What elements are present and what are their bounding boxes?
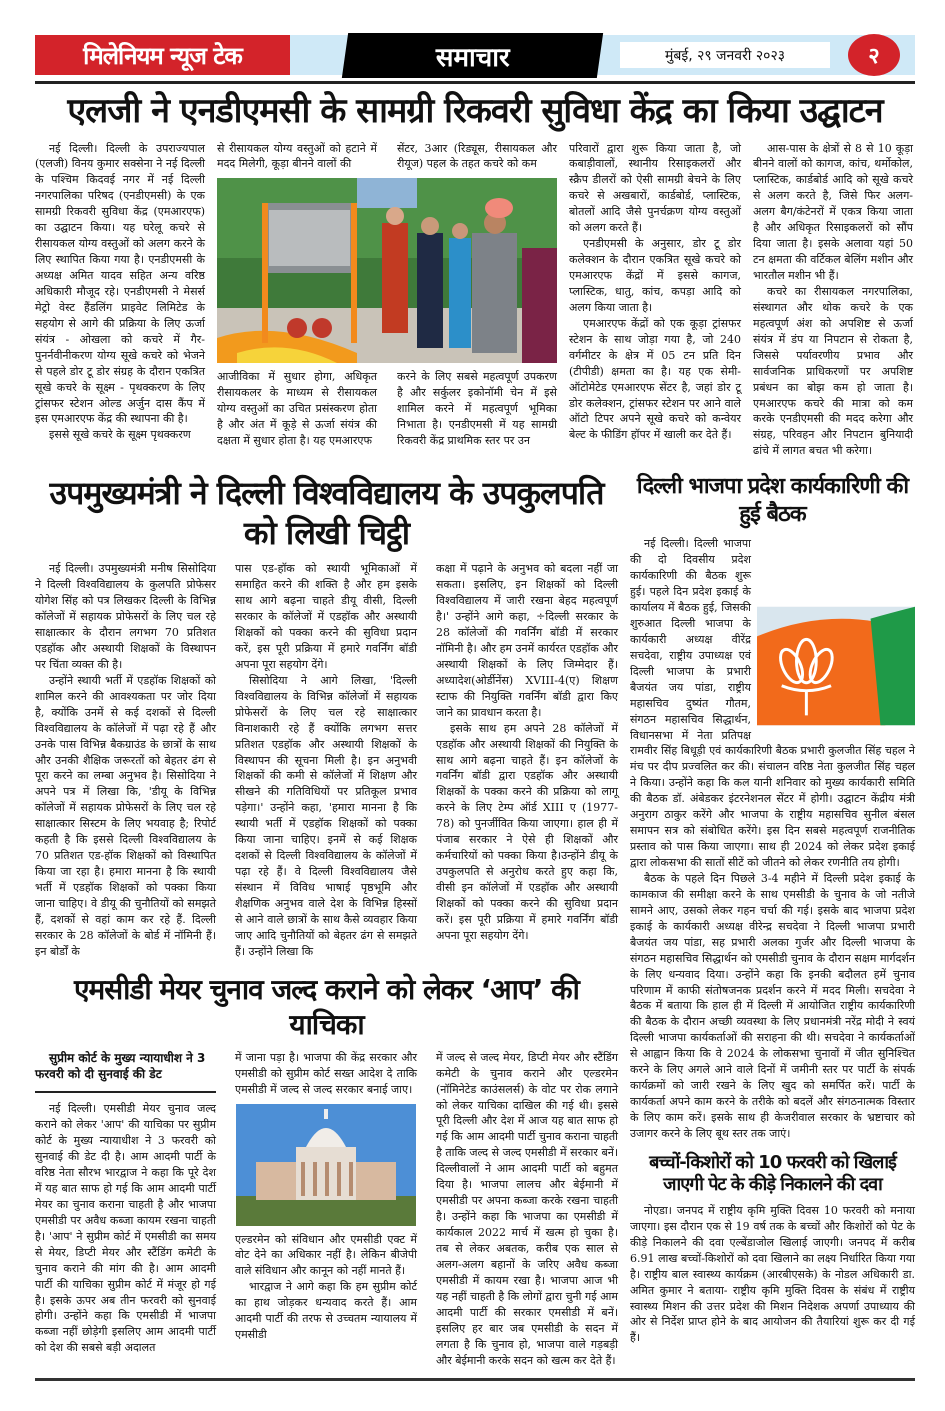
article2-body bbox=[35, 561, 618, 959]
subhead-rule bbox=[35, 1091, 216, 1093]
article1-col3-top bbox=[397, 141, 557, 173]
paragraph: नोएडा। जनपद में राष्ट्रीय कृमि मुक्ति दिवस 10 फरवरी को मनाया जाएगा। इस दौरान एक से 19 वर्ष तक के बच्चों और किशोरों को पेट के कीड़े निकालने की दवा एल्बेंडाजोल खिलाई जाएगी। जनपद में करीब 6.91 लाख बच्चों-किशोरों को दवा खिलाने का लक्ष्य निर्धारित किया गया है। राष्ट्रीय बाल स्वास्थ्य कार्यक्रम (आरबीएसके) के नोडल अधिकारी डा. अमित कुमार ने बताया- राष्ट्रीय कृमि मुक्ति दिवस के संबंध में राष्ट्रीय स्वास्थ्य मिशन की उत्तर प्रदेश की मिशन निदेशक अपर्णा उपाध्याय की ओर से निर्देश प्राप्त होने के बाद आयोजन की तैयारियां शुरू कर दी गई हैं। bbox=[630, 1203, 915, 1345]
article1-photo-columns bbox=[217, 141, 557, 460]
issue-date: मुंबई, २९ जनवरी २०२३ bbox=[620, 42, 830, 68]
section-label bbox=[342, 33, 603, 78]
article3-col2-bottom bbox=[235, 1232, 417, 1344]
article1-col2-top bbox=[217, 141, 377, 173]
article3-col2 bbox=[235, 1050, 417, 1369]
lower-left bbox=[35, 473, 618, 1368]
paragraph: एनडीएमसी के अनुसार, डोर टू डोर कलेक्शन के दौरान एकत्रित सूखे कचरे को एमआरएफ केंद्रों में इससे कागज, प्लास्टिक, धातु, कांच, कपड़ा आदि को अलग किया जाता है। bbox=[569, 237, 741, 314]
article1-headline: एलजी ने एनडीएमसी के सामग्री रिकवरी सुविधा केंद्र का किया उद्घाटन bbox=[67, 91, 883, 131]
article3-col3 bbox=[436, 1050, 618, 1369]
paragraph: बैठक के पहले दिन पिछले 3-4 महीने में दिल्ली प्रदेश इकाई के कामकाज की समीक्षा करने के साथ एमसीडी के चुनाव के जो नतीजे सामने आए, उसको लेकर गहन चर्चा की गई। इसके बाद भाजपा प्रदेश इकाई के कार्यकारी अध्यक्ष वीरेन्द्र सचदेवा ने दिल्ली भाजपा प्रभारी बैजयंत जय पांडा, सह प्रभारी अलका गुर्जर और दिल्ली भाजपा के संगठन महासचिव सिद्धार्थन को एमसीडी चुनाव के दौरान सक्षम मार्गदर्शन के लिए धन्यवाद दिया। उन्होंने कहा कि इनकी बदौलत हमें चुनाव परिणाम में काफी संतोषजनक प्रदर्शन करने में मदद मिली। सचदेवा ने बैठक में बताया कि हाल ही में दिल्ली में आयोजित राष्ट्रीय कार्यकारिणी की बैठक के दौरान अच्छी व्यवस्था के लिए प्रधानमंत्री नरेंद्र मोदी ने स्वयं दिल्ली भाजपा कार्यकर्ताओं की सराहना की थी। सचदेवा ने कार्यकर्ताओं से आह्वान किया कि वे 2024 के लोकसभा चुनावों में जीत सुनिश्चित करने के लिए अगले आने वाले दिनों में जमीनी स्तर पर पार्टी के संपर्क कार्यक्रमों को जारी रखने के लिए खुद को समर्पित करें। पार्टी के कार्यकर्ता अपने काम करने के तरीके को बदलें और संगठनात्मक विस्तार के लिए काम करें। इसके साथ ही केजरीवाल सरकार के भ्रष्टाचार को उजागर करने के लिए बूथ स्तर तक जाएं। bbox=[630, 871, 915, 1140]
article2-col1 bbox=[35, 561, 216, 959]
section-label-text: समाचार bbox=[435, 42, 510, 73]
lower-right bbox=[630, 473, 915, 1368]
paragraph: में जाना पड़ा है। भाजपा की केंद्र सरकार और एमसीडी को सुप्रीम कोर्ट सख्त आदेश दे ताकि एमसीडी में जल्द से जल्द सरकार बनाई जाए। bbox=[235, 1050, 417, 1096]
page-number: २ bbox=[848, 34, 900, 76]
article3-body bbox=[35, 1050, 618, 1369]
paragraph: एमआरएफ केंद्रों को एक कूड़ा ट्रांसफर स्टेशन के साथ जोड़ा गया है, जो 240 वर्गमीटर के क्षेत्र में 05 टन प्रति दिन (टीपीडी) क्षमता का है। यह एक सेमी-ऑटोमेटेड एमआरएफ सेंटर है, जहां डोर टू डोर कलेक्शन, ट्रांसफर स्टेशन पर आने वाले ऑटो टिपर अपने सूखे कचरे को कन्वेयर बेल्ट के फीडिंग हॉपर में खाली कर देते हैं। bbox=[569, 316, 741, 442]
paragraph: पास एड-हॉक को स्थायी भूमिकाओं में समाहित करने की शक्ति है और हम इसके साथ आगे बढ़ना चाहते डीयू वीसी, दिल्ली सरकार के कॉलेजों में एडहॉक और अस्थायी शिक्षकों को पक्का करने की सुविधा प्रदान करें, इस पूरी प्रक्रिया में हमारे गवर्निंग बॉडी अपना पूरा सहयोग देंगे। bbox=[235, 562, 417, 671]
supreme-court-photo bbox=[235, 1104, 417, 1226]
inauguration-photo-illustration bbox=[217, 178, 557, 363]
bjp-body bbox=[630, 536, 915, 1142]
paragraph: आस-पास के क्षेत्रों से 8 से 10 कूड़ा बीनने वालों को कागज, कांच, थर्मोकोल, प्लास्टिक, कार्डबोर्ड आदि को सूखे कचरे से अलग करते है, जिसे फिर अलग-अलग बैग/कंटेनरों में एकत्र किया जाता है और अधिकृत रिसाइकलरों को सौंप दिया जाता है। इसके अलावा यहां 50 टन क्षमता की वर्टिकल बेलिंग मशीन और भारतौल मशीन भी हैं। bbox=[753, 141, 913, 282]
article3-headline: एमसीडी मेयर चुनाव जल्द कराने को लेकर ‘आप’ की याचिका bbox=[74, 972, 579, 1041]
paragraph: एल्डरमेन को संविधान और एमसीडी एक्ट में वोट देने का अधिकार नहीं है। लेकिन बीजेपी वाले संविधान और कानून को नहीं मानते हैं। bbox=[235, 1232, 417, 1278]
paragraph: नई दिल्ली। दिल्ली के उपराज्यपाल (एलजी) विनय कुमार सक्सेना ने नई दिल्ली के पश्चिम किदवई नगर में नई दिल्ली नगरपालिका परिषद (एनडीएमसी) के एक सामग्री रिकवरी सुविधा केंद्र (एमआरएफ) का उद्घाटन किया। यह घरेलू कचरे से रीसायकल योग्य वस्तुओं को अलग करने के लिए स्थापित किया गया है। एनडीएमसी के अध्यक्ष अमित यादव सहित अन्य वरिष्ठ अधिकारी मौजूद रहे। एनडीएमसी ने मेसर्स मेट्रो वेस्ट हैंडलिंग प्राइवेट लिमिटेड के सहयोग से आगे की प्रक्रिया के लिए ऊर्जा संयंत्र - ओखला को कचरे में गैर-पुनर्नवीनीकरण योग्य सूखे कचरे को भेजने से पहले डोर टू डोर संग्रह के दौरान एकत्रित सूखे कचरे के सूक्ष्म - पृथक्करण के लिए ट्रांसफर स्टेशन ओल्ड अर्जुन दास कैंप में इस एमआरएफ केंद्र की स्थापना की है। bbox=[35, 141, 205, 426]
article3-col1 bbox=[35, 1050, 216, 1369]
article1-col2-bottom bbox=[217, 369, 377, 449]
paragraph: कचरे का रीसायकल नगरपालिका, संस्थागत और थोक कचरे के एक महत्वपूर्ण अंश को अपशिष्ट से ऊर्जा संयंत्र में डंप या निपटान से रोकता है, जिससे पर्यावरणीय प्रभाव और सार्वजनिक प्राधिकरणों पर अपशिष्ट प्रबंधन का बोझ कम हो जाता है। एमआरएफ कचरे की मात्रा को कम करके एनडीएमसी की मदद करेगा और संग्रह, परिवहन और निपटान बुनियादी ढांचे में लागत बचत भी करेगा। bbox=[753, 284, 913, 458]
paragraph: सेंटर, 3आर (रिड्यूस, रीसायकल और रीयूज) पहल के तहत कचरे को कम bbox=[397, 141, 557, 171]
article1-photo bbox=[217, 178, 557, 363]
article1-body bbox=[35, 141, 915, 460]
paragraph: कक्षा में पढ़ाने के अनुभव को बदला नहीं जा सकता। इसलिए, इन शिक्षकों को दिल्ली विश्वविद्यालय में जारी रखना बेहद महत्वपूर्ण है।' उन्होंने आगे कहा, ÷दिल्ली सरकार के 28 कॉलेजों की गवर्निंग बॉडी में सरकार नॉमिनी है। और हम उनमें कार्यरत एडहॉक और अस्थायी शिक्षकों के लिए जिम्मेदार हैं। अध्यादेश(ओर्डीनेंस) XVIII-4(ए) शिक्षण स्टाफ की नियुक्ति गवर्निंग बॉडी द्वारा किए जाने का प्रावधान करता है। bbox=[436, 562, 619, 719]
masthead bbox=[35, 33, 915, 79]
bjp-flag-illustration bbox=[757, 606, 915, 726]
paragraph: आजीविका में सुधार होगा, अधिकृत रीसायकलर के माध्यम से रीसायकल योग्य वस्तुओं का उचित प्रसंस्करण होता है और अंत में कूड़े से ऊर्जा संयंत्र की दक्षता में सुधार होता है। यह एमआरएफ bbox=[217, 370, 377, 448]
paragraph: में जल्द से जल्द मेयर, डिप्टी मेयर और स्टैंडिंग कमेटी के चुनाव कराने और एल्डरमेन (नॉमिनेटेड काउंसलर्स) के वोट पर रोक लगाने को लेकर याचिका दाखिल की गई थी। इससे पूरी दिल्ली और देश में आज यह बात साफ हो गई कि आम आदमी पार्टी चुनाव कराना चाहती है ताकि जल्द से जल्द एमसीडी में सरकार बनें। दिल्लीवालों ने आम आदमी पार्टी को बहुमत दिया है। भाजपा लालच और बेईमानी में एमसीडी पर अपना कब्जा करके रखना चाहती है। उन्होंने कहा कि भाजपा का एमसीडी में कार्यकाल 2022 मार्च में खत्म हो चुका है। तब से लेकर अबतक, करीब एक साल से अलग-अलग बहानों के जरिए अवैध कब्जा एमसीडी में कायम रखा है। भाजपा आज भी यह नहीं चाहती है कि लोगों द्वारा चुनी गई आम आदमी पार्टी की सरकार एमसीडी में बनें। इसलिए हर बार जब एमसीडी के सदन में लगता है कि चुनाव हो, भाजपा वाले गड़बड़ी और बेईमानी करके सदन को खत्म कर देते हैं। bbox=[436, 1050, 618, 1367]
header-rule bbox=[35, 81, 915, 84]
article2-col2 bbox=[235, 561, 417, 959]
article2-headline: उपमुख्यमंत्री ने दिल्ली विश्वविद्यालय के उपकुलपति को लिखी चिट्ठी bbox=[49, 474, 604, 553]
paragraph: नई दिल्ली। दिल्ली भाजपा की दो दिवसीय प्रदेश कार्यकारिणी की बैठक शुरू हुई। पहले दिन प्रदेश इकाई के कार्यालय में बैठक हुई, जिसकी शुरुआत दिल्ली भाजपा के कार्यकारी अध्यक्ष वीरेंद्र सचदेवा, राष्ट्रीय उपाध्यक्ष एवं दिल्ली भाजपा के प्रभारी बैजयंत जय पांडा, राष्ट्रीय महासचिव दुष्यंत गौतम, संगठन महासचिव सिद्धार्थन, विधानसभा में नेता प्रतिपक्ष रामवीर सिंह बिधूड़ी एवं कार्यकारिणी बैठक प्रभारी कुलजीत सिंह चहल ने मंच पर दीप प्रज्वलित कर की। संचालन वरिष्ठ नेता कुलजीत सिंह चहल ने किया। उन्होंने कहा कि कल यानी शनिवार को मुख्य कार्यकारी समिति की बैठक डॉ. अंबेडकर इंटरनेशनल सेंटर में होगी। उद्घाटन केंद्रीय मंत्री अनुराग ठाकुर करेंगे और भाजपा के राष्ट्रीय महासचिव सुनील बंसल समापन सत्र को संबोधित करेंगे। इस दिन सबसे महत्वपूर्ण राजनीतिक प्रस्ताव को पास किया जाएगा। साथ ही 2024 को लेकर प्रदेश इकाई द्वारा लोकसभा की सातों सीटें को जीतने को लेकर रणनीति तय होगी। bbox=[630, 537, 915, 869]
article1-col5 bbox=[753, 141, 913, 460]
newspaper-page bbox=[35, 0, 915, 1411]
footer-rule bbox=[35, 1378, 915, 1381]
article4-headline: बच्चों-किशोरों को 10 फरवरी को खिलाई जाएगी पेट के कीड़े निकालने की दवा bbox=[649, 1151, 896, 1196]
paragraph: नई दिल्ली। एमसीडी मेयर चुनाव जल्द कराने को लेकर 'आप' की याचिका पर सुप्रीम कोर्ट के मुख्य न्यायाधीश ने 3 फरवरी को सुनवाई की डेट दी है। आम आदमी पार्टी के वरिष्ठ नेता सौरभ भारद्वाज ने कहा कि पूरे देश में यह बात साफ हो गई कि आम आदमी पार्टी मेयर का चुनाव कराना चाहती है और भाजपा एमसीडी पर अवैध कब्जा कायम रखना चाहती है। 'आप' ने सुप्रीम कोर्ट में एमसीडी का समय से मेयर, डिप्टी मेयर और स्टैंडिंग कमेटी के चुनाव कराने की मांग की है। आम आदमी पार्टी की याचिका सुप्रीम कोर्ट में मंजूर हो गई है। इसके ऊपर अब तीन फरवरी को सुनवाई होगी। उन्होंने कहा कि एमसीडी में भाजपा कब्जा नहीं छोड़ेगी इसलिए आम आदमी पार्टी को देश की सबसे बड़ी अदालत bbox=[35, 1102, 216, 1355]
paragraph: सिसोदिया ने आगे लिखा, 'दिल्ली विश्वविद्यालय के विभिन्न कॉलेजों में सहायक प्रोफेसरों के लिए चल रहे साक्षात्कार विनाशकारी रहे हैं क्योंकि लगभग सत्तर प्रतिशत एडहॉक और अस्थायी शिक्षकों के विस्थापन की सूचना मिली है। इन अनुभवी शिक्षकों की कमी से कॉलेजों में शिक्षण और सीखने की गतिविधियों पर प्रतिकूल प्रभाव पड़ेगा।' उन्होंने कहा, 'हमारा मानना है कि स्थायी भर्ती में एडहॉक शिक्षकों को पक्का किया जाना चाहिए। इनमें से कई शिक्षक दशकों से दिल्ली विश्वविद्यालय के कॉलेजों में पढ़ा रहे हैं। वे दिल्ली विश्वविद्यालय जैसे संस्थान में विविध भाषाई पृष्ठभूमि और शैक्षणिक अनुभव वाले देश के विभिन्न हिस्सों से आने वाले छात्रों के साथ कैसे व्यवहार किया जाए आदि चुनौतियों को बेहतर ढंग से समझते हैं। उन्होंने लिखा कि bbox=[235, 673, 417, 958]
bjp-flag-photo bbox=[757, 606, 915, 726]
masthead-brand: मिलेनियम न्यूज टेक bbox=[35, 35, 290, 75]
bjp-headline: दिल्ली भाजपा प्रदेश कार्यकारिणी की हुई बैठक bbox=[636, 474, 909, 527]
paragraph: परिवारों द्वारा शुरू किया जाता है, जो कबाड़ीवालों, स्थानीय रिसाइकलरों और स्क्रैप डीलरों को ऐसी सामग्री बेचने के लिए कचरे से अखबारों, कार्डबोर्ड, प्लास्टिक, बोतलों आदि जैसे पुनर्चक्रण योग्य वस्तुओं को अलग करते हैं। bbox=[569, 141, 741, 235]
paragraph: करने के लिए सबसे महत्वपूर्ण उपकरण है और सर्कुलर इकोनॉमी चेन में इसे शामिल करने में महत्वपूर्ण भूमिका निभाता है। एनडीएमसी में यह सामग्री रिकवरी केंद्र प्राथमिक स्तर पर उन bbox=[397, 370, 557, 448]
paragraph: उन्होंने स्थायी भर्ती में एडहॉक शिक्षकों को शामिल करने की आवश्यकता पर जोर दिया है, क्योंकि उनमें से कई दशकों से दिल्ली विश्वविद्यालय के कॉलेजों में पढ़ा रहे हैं और उनके पास विभिन्न बैकग्राउंड के छात्रों के साथ और उनकी शैक्षिक जरूरतों को बेहतर ढंग से पूरा करने का लम्बा अनुभव है। सिसोदिया ने अपने पत्र में लिखा कि, 'डीयू के विभिन्न कॉलेजों में सहायक प्रोफेसरों के लिए चल रहे साक्षात्कार सिस्टम के लिए भयवाह है; रिपोर्ट कहती है कि इससे दिल्ली विश्वविद्यालय के 70 प्रतिशत एड-हॉक शिक्षकों को विस्थापित किया जा रहा है। हमारा मानना है कि स्थायी भर्ती में एडहॉक शिक्षकों को पक्का किया जाना चाहिए। वे डीयू की चुनौतियों को समझते हैं, दशकों से वहां काम कर रहे हैं. दिल्ली सरकार के 28 कॉलेजों के बोर्ड में नॉमिनी हैं। इन बोर्डों के bbox=[35, 673, 216, 958]
paragraph: भारद्वाज ने आगे कहा कि हम सुप्रीम कोर्ट का हाथ जोड़कर धन्यवाद करते हैं। आम आदमी पार्टी की तरफ से उच्चतम न्यायालय में एमसीडी bbox=[235, 1280, 417, 1342]
supreme-court-illustration bbox=[235, 1104, 417, 1226]
lower-section bbox=[35, 473, 915, 1368]
article2-col3 bbox=[436, 561, 618, 959]
article4-body bbox=[630, 1203, 915, 1346]
article3-subhead: सुप्रीम कोर्ट के मुख्य न्यायाधीश ने 3 फरवरी को दी सुनवाई की डेट bbox=[35, 1050, 206, 1082]
paragraph: नई दिल्ली। उपमुख्यमंत्री मनीष सिसोदिया ने दिल्ली विश्वविद्यालय के कुलपति प्रोफेसर योगेश सिंह को पत्र लिखकर दिल्ली के विभिन्न कॉलेजों में सहायक प्रोफेसरों के लिए चल रहे साक्षात्कार के दौरान लगभग 70 प्रतिशत एडहॉक और अस्थायी शिक्षकों के विस्थापन पर चिंता व्यक्त की है। bbox=[35, 562, 216, 671]
paragraph: इससे सूखे कचरे के सूक्ष्म पृथक्करण bbox=[49, 428, 191, 442]
article1-col3-bottom bbox=[397, 369, 557, 449]
article3-col2-top bbox=[235, 1050, 417, 1098]
paragraph: इसके साथ हम अपने 28 कॉलेजों में एडहॉक और अस्थायी शिक्षकों की नियुक्ति के साथ आगे बढ़ना चाहते हैं। इन कॉलेजों के गवर्निंग बॉडी द्वारा एडहॉक और अस्थायी शिक्षकों के पक्का करने की प्रक्रिया को लागू करने के लिए टेम्प ऑर्ड XIII ए (1977-78) को पुनर्जीवित किया जाएगा। हाल ही में पंजाब सरकार ने ऐसे ही शिक्षकों और कर्मचारियों को पक्का किया है।उन्होंने डीयू के उपकुलपति से अनुरोध करते हुए कहा कि, वीसी इन कॉलेजों में एडहॉक और अस्थायी शिक्षकों को पक्का करने की सुविधा प्रदान करें। इस पूरी प्रक्रिया में हमारे गवर्निंग बॉडी अपना पूरा सहयोग देंगे। bbox=[436, 721, 618, 942]
article1-col4 bbox=[569, 141, 741, 460]
paragraph: से रीसायकल योग्य वस्तुओं को हटाने में मदद मिलेगी, कूड़ा बीनने वालों की bbox=[217, 141, 377, 171]
article1-col1 bbox=[35, 141, 205, 460]
